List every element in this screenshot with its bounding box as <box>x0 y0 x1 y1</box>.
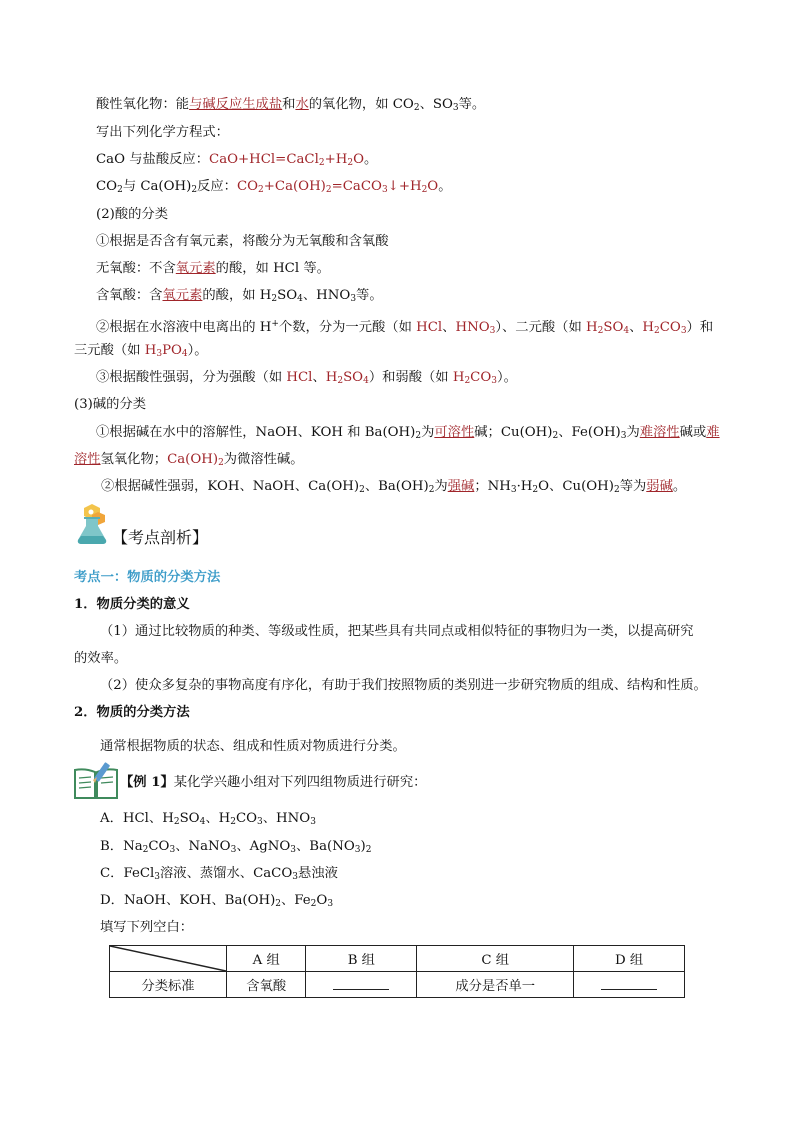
co2-caoh2-equation: $CO_2$与 $Ca(OH)_2$反应：$CO_2+Ca(OH)_2=CaCO_3↓+H_2O$。 <box>96 179 452 195</box>
table-cell-d[interactable] <box>574 972 685 998</box>
blank-d[interactable] <box>601 975 657 990</box>
table-header-d: D 组 <box>574 946 685 972</box>
blank-b[interactable] <box>333 975 389 990</box>
paragraph-3: 通常根据物质的状态、组成和性质对物质进行分类。 <box>100 739 406 754</box>
subsection-1-title: 1．物质分类的意义 <box>74 597 190 612</box>
answer-table <box>109 945 685 998</box>
option-d: D．NaOH、KOH、$Ba(OH)_2$、$Fe_2O_3$ <box>100 893 334 909</box>
equation-instruction: 写出下列化学方程式： <box>96 125 229 140</box>
paragraph-2: （2）使众多复杂的事物高度有序化，有助于我们按照物质的类别进一步研究物质的组成、结构和性质。 <box>100 678 707 693</box>
table-row <box>110 972 685 998</box>
example-1: 【例 1】某化学兴趣小组对下列四组物质进行研究： <box>120 775 427 790</box>
section-heading: 【考点剖析】 <box>112 528 209 547</box>
acid-basicity-rule: ②根据在水溶液中电离出的 H+个数，分为一元酸（如 HCl、$HNO_3$）、二元酸（如 $H_2SO_4$、$H_2CO_3$）和 <box>96 319 714 336</box>
table-corner-cell <box>110 946 227 972</box>
book-pencil-icon <box>73 762 119 800</box>
table-cell-c: 成分是否单一 <box>417 972 574 998</box>
triprotic-acid: 三元酸（如 $H_3PO_4$）。 <box>74 343 208 359</box>
paragraph-1-cont: 的效率。 <box>74 651 128 666</box>
base-solubility-rule: ①根据碱在水中的溶解性，NaOH、KOH 和 $Ba(OH)_2$为可溶性碱；$Cu(OH)_2$、$Fe(OH)_3$为难溶性碱或难 <box>96 425 720 441</box>
table-header-b: B 组 <box>306 946 417 972</box>
table-header-row <box>110 946 685 972</box>
flask-icon <box>72 502 114 546</box>
base-classification-heading: (3)碱的分类 <box>74 397 147 412</box>
table-cell-b[interactable] <box>306 972 417 998</box>
base-solubility-rule-cont: 溶性氢氧化物；$Ca(OH)_2$为微溶性碱。 <box>74 452 304 468</box>
topic-title: 考点一：物质的分类方法 <box>74 570 221 585</box>
fill-instruction: 填写下列空白： <box>100 920 194 935</box>
option-b: B．$Na_2CO_3$、NaNO$_3$、AgNO$_3$、$Ba(NO_3)_2$ <box>100 839 372 855</box>
cao-hcl-equation: CaO 与盐酸反应：$CaO+HCl=CaCl_2+H_2O$。 <box>96 152 378 168</box>
option-a: A．HCl、$H_2SO_4$、$H_2CO_3$、$HNO_3$ <box>100 811 316 827</box>
oxygen-free-acid: 无氧酸：不含氧元素的酸，如 HCl 等。 <box>96 261 330 276</box>
acid-oxygen-rule: ①根据是否含有氧元素，将酸分为无氧酸和含氧酸 <box>96 234 389 249</box>
table-cell-a: 含氧酸 <box>227 972 306 998</box>
table-header-a: A 组 <box>227 946 306 972</box>
subsection-2-title: 2．物质的分类方法 <box>74 705 190 720</box>
option-c: C．FeCl$_3$溶液、蒸馏水、CaCO$_3$悬浊液 <box>100 866 338 882</box>
acidic-oxide-definition: 酸性氧化物：能与碱反应生成盐和水的氧化物，如 $CO_2$、$SO_3$等。 <box>96 97 486 113</box>
table-row-label: 分类标准 <box>110 972 227 998</box>
acid-classification-heading: (2)酸的分类 <box>96 207 169 222</box>
base-strength-rule: ②根据碱性强弱，KOH、NaOH、$Ca(OH)_2$、$Ba(OH)_2$为强碱；$NH_3\cdot H_2O$、$Cu(OH)_2$等为弱碱。 <box>101 479 687 495</box>
oxyacid: 含氧酸：含氧元素的酸，如 $H_2SO_4$、$HNO_3$等。 <box>96 288 383 304</box>
acid-strength-rule: ③根据酸性强弱，分为强酸（如 HCl、$H_2SO_4$）和弱酸（如 $H_2CO_3$）。 <box>96 370 517 386</box>
paragraph-1: （1）通过比较物质的种类、等级或性质，把某些具有共同点或相似特征的事物归为一类，以提高研究 <box>100 624 694 639</box>
table-header-c: C 组 <box>417 946 574 972</box>
